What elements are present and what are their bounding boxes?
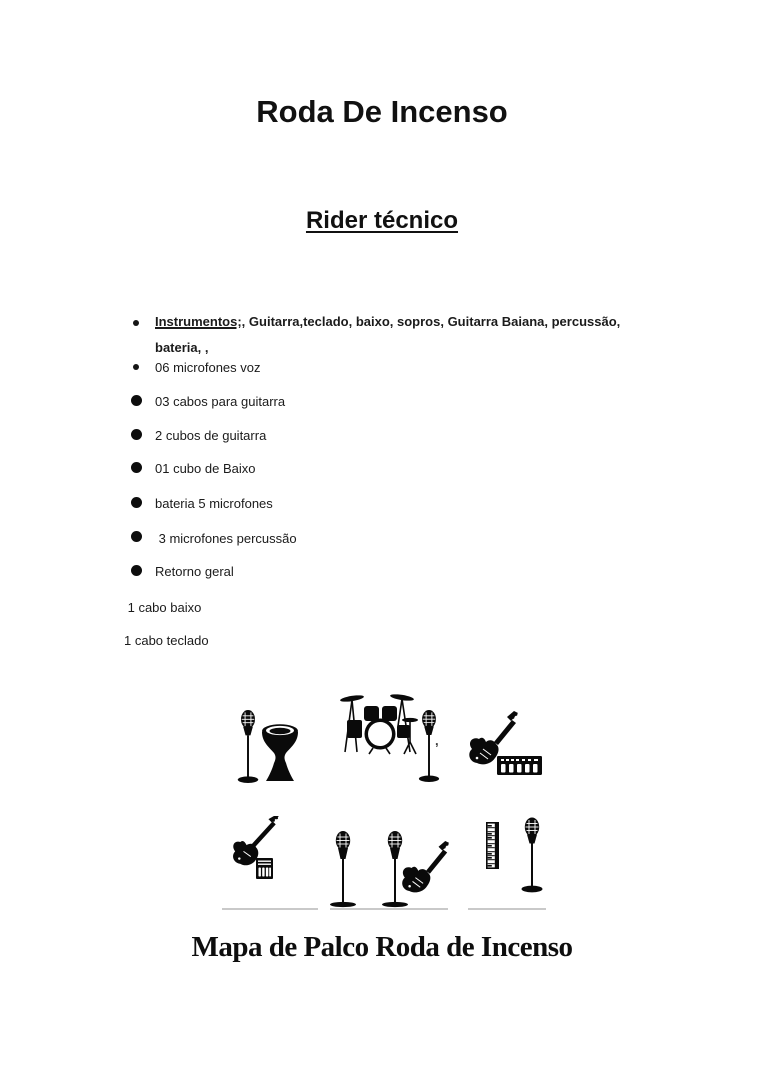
rider-item: 3 microfones percussão <box>155 531 297 546</box>
rider-item-no-bullet: 1 cabo teclado <box>124 633 209 648</box>
microphone-stand-icon <box>414 710 444 785</box>
microphone-stand-icon <box>328 831 358 909</box>
rider-item: 2 cubos de guitarra <box>155 428 267 443</box>
rider-item: 06 microfones voz <box>155 360 261 375</box>
stray-comma-mark: , <box>435 733 439 748</box>
rider-item: 03 cabos para guitarra <box>155 394 286 409</box>
section-title-rider: Rider técnico <box>305 207 459 234</box>
microphone-stand-icon <box>233 710 263 786</box>
electric-guitar-icon <box>400 840 452 894</box>
keyboard-icon <box>486 822 499 869</box>
stage-map-heading: Mapa de Palco Roda de Incenso <box>191 931 573 963</box>
rider-item-no-bullet: 1 cabo baixo <box>124 600 202 615</box>
rider-item: 01 cubo de Baixo <box>155 461 256 476</box>
rider-item-lead: Instrumentos;, <box>155 314 246 329</box>
djembe-icon <box>261 723 299 784</box>
drum-kit-icon <box>340 692 418 755</box>
stage-line <box>468 908 546 910</box>
microphone-stand-icon <box>517 817 547 896</box>
rider-item-rest: Guitarra,teclado, baixo, sopros, Guitarra Baiana, percussão, <box>245 314 621 329</box>
amp-head-icon <box>497 756 542 775</box>
stage-line <box>330 908 448 910</box>
rider-item: Retorno geral <box>155 564 234 579</box>
mini-amp-icon <box>256 858 273 879</box>
stage-line <box>222 908 318 910</box>
rider-item-instruments-line2: bateria, , <box>155 340 209 355</box>
rider-item: bateria 5 microfones <box>155 496 273 511</box>
page-title: Roda De Incenso <box>256 94 508 129</box>
